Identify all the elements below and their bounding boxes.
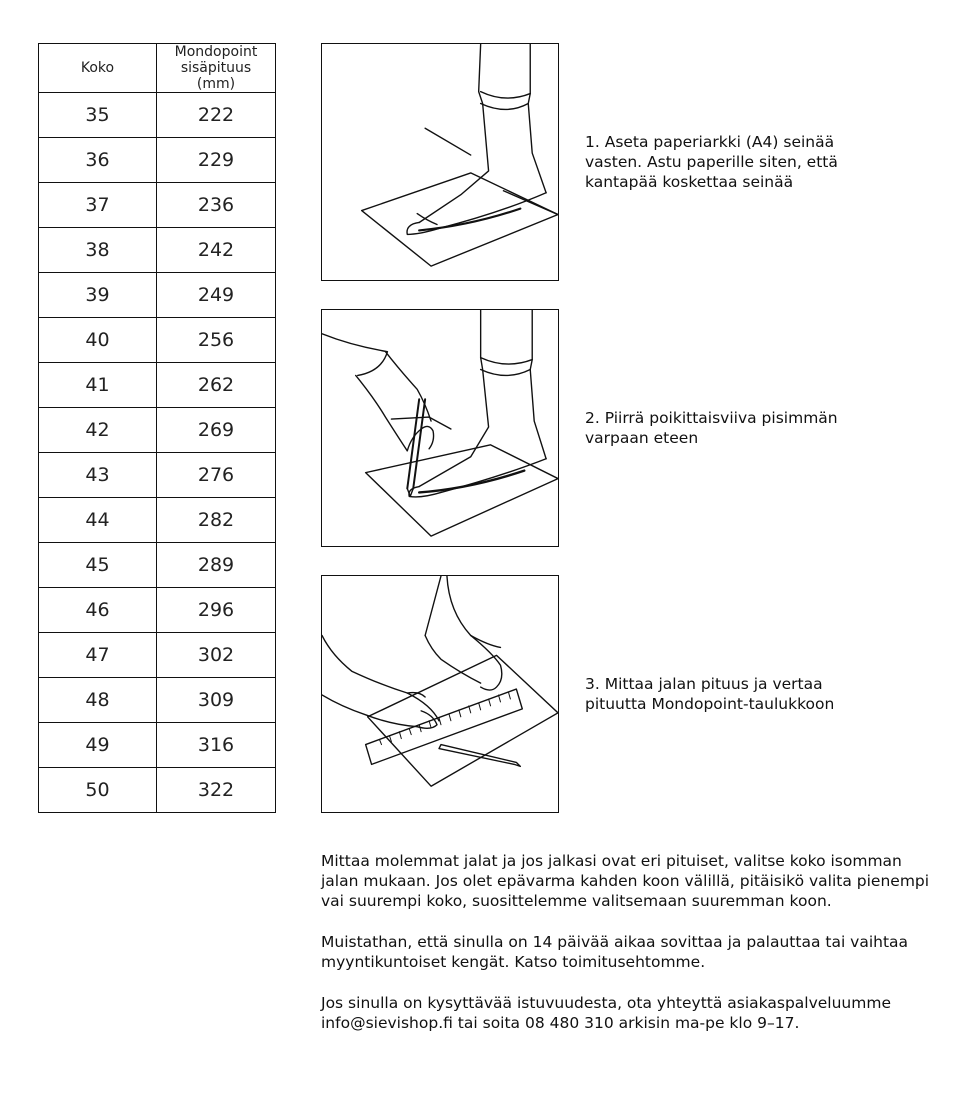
mondopoint-cell: 289 (157, 543, 276, 588)
size-cell: 43 (39, 453, 157, 498)
mondopoint-cell: 276 (157, 453, 276, 498)
size-advice-paragraph: Mittaa molemmat jalat ja jos jalkasi ovat eri pituiset, valitse koko isomman jalan mukaan. Jos olet epävarma kahden koon välillä, pitäisikö valita pienempi vai suurempi koko, suosittelemme valitsemaan suuremman koon. (321, 852, 930, 910)
step-1-text: 1. Aseta paperiarkki (A4) seinää vasten. Astu paperille siten, että kantapää koskettaa seinää (585, 133, 838, 191)
table-row (39, 138, 276, 183)
step-2-text: 2. Piirrä poikittaisviiva pisimmän varpaan eteen (585, 409, 838, 447)
size-cell: 46 (39, 588, 157, 633)
mondopoint-cell: 296 (157, 588, 276, 633)
size-cell: 40 (39, 318, 157, 363)
table-row (39, 768, 276, 813)
table-row (39, 498, 276, 543)
mondopoint-header-label: Mondopoint sisäpituus (mm) (174, 44, 258, 92)
table-row (39, 453, 276, 498)
size-cell: 47 (39, 633, 157, 678)
table-row (39, 363, 276, 408)
table-row (39, 543, 276, 588)
return-policy-paragraph: Muistathan, että sinulla on 14 päivää aikaa sovittaa ja palauttaa tai vaihtaa myyntikuntoiset kengät. Katso toimitusehtomme. (321, 933, 909, 971)
mondopoint-cell: 262 (157, 363, 276, 408)
mondopoint-cell: 282 (157, 498, 276, 543)
table-row (39, 183, 276, 228)
size-chart-body (39, 93, 276, 813)
mondopoint-cell: 222 (157, 93, 276, 138)
foot-on-paper-illustration (322, 44, 558, 280)
mondopoint-cell: 302 (157, 633, 276, 678)
mondopoint-cell: 256 (157, 318, 276, 363)
table-row (39, 633, 276, 678)
size-chart-table (38, 43, 276, 813)
mondopoint-cell: 309 (157, 678, 276, 723)
step-3-text: 3. Mittaa jalan pituus ja vertaa pituutta Mondopoint-taulukkoon (585, 675, 835, 713)
contact-info-paragraph: Jos sinulla on kysyttävää istuvuudesta, ota yhteyttä asiakaspalveluumme info@sievishop.fi tai soita 08 480 310 arkisin ma-pe klo 9–17. (321, 994, 891, 1032)
step-1-illustration-panel (321, 43, 559, 281)
table-row (39, 273, 276, 318)
size-cell: 49 (39, 723, 157, 768)
table-header-row (39, 44, 276, 93)
size-cell: 50 (39, 768, 157, 813)
draw-line-illustration (322, 310, 558, 546)
table-row (39, 228, 276, 273)
table-row (39, 723, 276, 768)
step-2-illustration-panel (321, 309, 559, 547)
mondopoint-cell: 229 (157, 138, 276, 183)
mondopoint-cell: 322 (157, 768, 276, 813)
size-cell: 39 (39, 273, 157, 318)
table-row (39, 588, 276, 633)
table-row (39, 678, 276, 723)
mondopoint-cell: 316 (157, 723, 276, 768)
mondopoint-cell: 269 (157, 408, 276, 453)
step-3-illustration-panel (321, 575, 559, 813)
mondopoint-cell: 249 (157, 273, 276, 318)
size-column-header: Koko (39, 44, 157, 93)
table-row (39, 408, 276, 453)
measure-ruler-illustration (322, 576, 558, 812)
size-cell: 38 (39, 228, 157, 273)
table-row (39, 318, 276, 363)
size-cell: 45 (39, 543, 157, 588)
size-cell: 44 (39, 498, 157, 543)
size-cell: 36 (39, 138, 157, 183)
table-row (39, 93, 276, 138)
size-cell: 41 (39, 363, 157, 408)
mondopoint-cell: 242 (157, 228, 276, 273)
size-cell: 37 (39, 183, 157, 228)
size-cell: 48 (39, 678, 157, 723)
mondopoint-column-header (157, 44, 276, 93)
size-cell: 35 (39, 93, 157, 138)
size-cell: 42 (39, 408, 157, 453)
mondopoint-cell: 236 (157, 183, 276, 228)
